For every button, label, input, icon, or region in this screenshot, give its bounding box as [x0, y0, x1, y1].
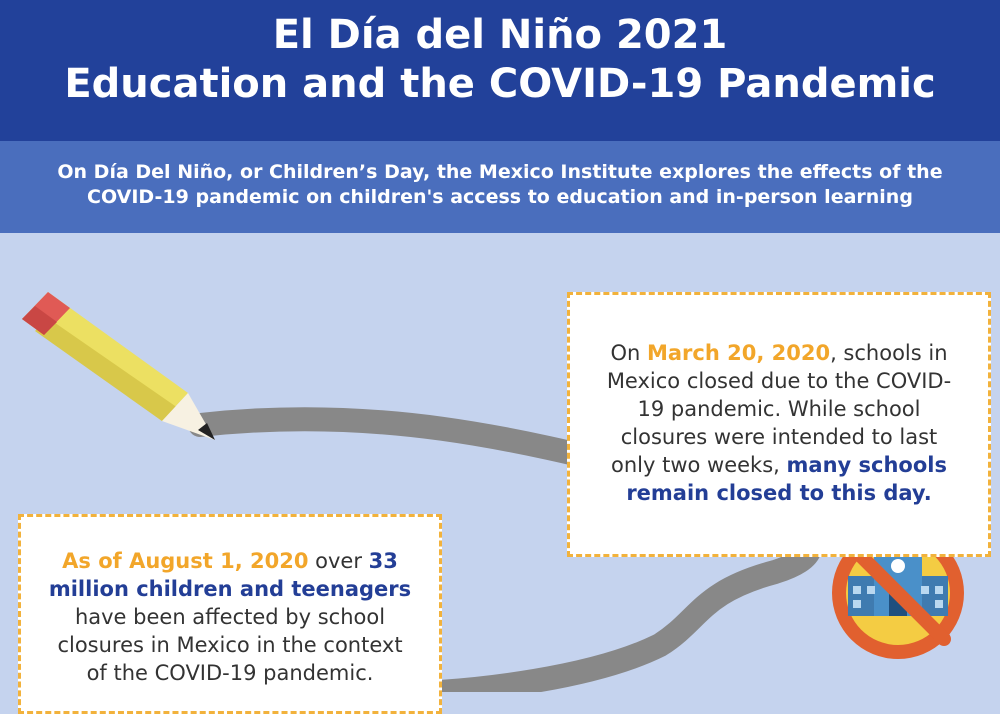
card1-line4: closures were intended to last — [620, 425, 938, 449]
card1-line2: Mexico closed due to the COVID- — [606, 369, 952, 393]
card1-line3: 19 pandemic. While school — [637, 397, 921, 421]
date-highlight: As of August 1, 2020 — [62, 549, 309, 573]
card1-line5: only two weeks, many schools — [611, 453, 947, 477]
card2-line5: of the COVID-19 pandemic. — [86, 661, 374, 685]
info-card-march-2020 — [567, 292, 991, 557]
subtitle-line1: On Día Del Niño, or Children’s Day, the Mexico Institute explores the effects of the — [57, 161, 943, 183]
card2-line4: closures in Mexico in the context — [57, 633, 403, 657]
info-card-august-2020 — [18, 514, 442, 714]
card2-line2: million children and teenagers — [48, 577, 412, 601]
card2-line1: As of August 1, 2020 over 33 — [62, 549, 398, 573]
card1-line1: On March 20, 2020, schools in — [610, 341, 948, 365]
pencil-icon — [22, 292, 215, 440]
card1-line6: remain closed to this day. — [626, 481, 932, 505]
key-fact-highlight: many schools — [786, 453, 947, 477]
subtitle-line2: COVID-19 pandemic on children's access to education and in-person learning — [87, 186, 913, 208]
number-highlight: 33 — [368, 549, 398, 573]
page-title-line1: El Día del Niño 2021 — [272, 12, 728, 58]
card2-line3: have been affected by school — [74, 605, 386, 629]
page-title-line2: Education and the COVID-19 Pandemic — [64, 61, 936, 107]
date-highlight: March 20, 2020 — [646, 341, 831, 365]
